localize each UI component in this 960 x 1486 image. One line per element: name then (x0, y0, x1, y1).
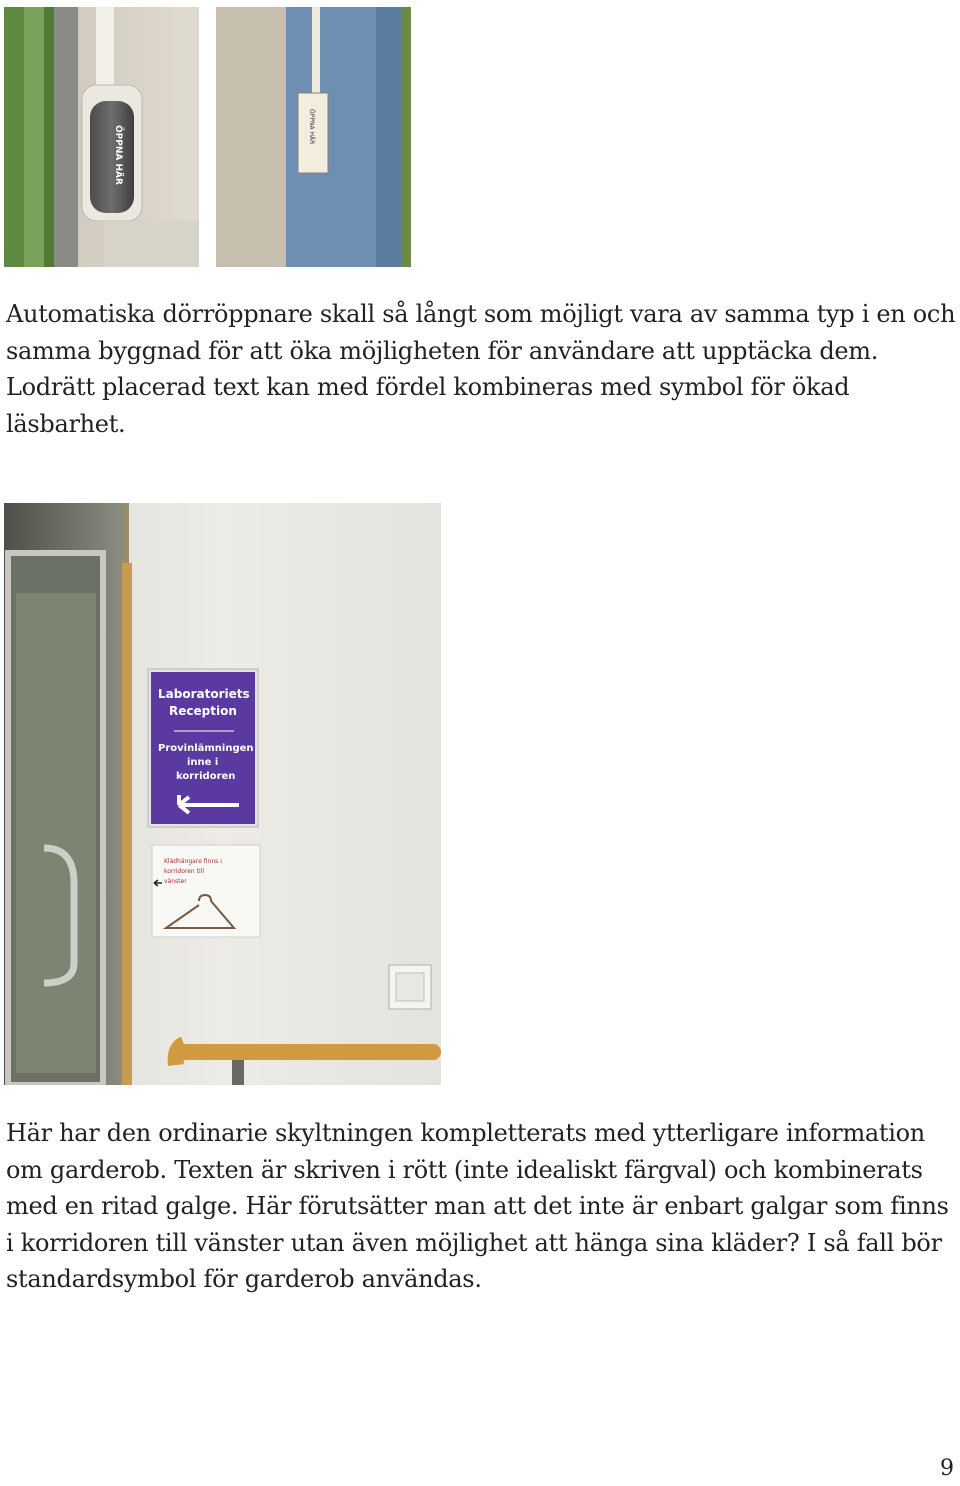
svg-text:Reception: Reception (169, 704, 237, 718)
svg-text:korridoren till: korridoren till (164, 868, 204, 875)
page-number: 9 (940, 1456, 954, 1481)
svg-text:inne i: inne i (187, 757, 219, 768)
svg-text:ÖPPNA HÄR: ÖPPNA HÄR (308, 109, 315, 145)
photo-door-opener-green (4, 7, 199, 267)
paragraph-wardrobe-sign: Här har den ordinarie skyltningen kompletterats med ytterligare information om garderob. Texten är skriven i rött (inte idealiskt färgval) och kombinerats med en ritad galge. Här förutsätter man att det inte är enbart galgar som finns i korridoren till vänster utan även möjlighet att hänga sina kläder? I så fall bör standardsymbol för garderob användas. (6, 1119, 949, 1293)
svg-text:ÖPPNA HÄR: ÖPPNA HÄR (113, 125, 123, 185)
svg-text:Provinlämningen: Provinlämningen (158, 743, 254, 754)
photo-door-opener-blue (216, 7, 411, 267)
svg-text:korridoren: korridoren (176, 771, 236, 782)
svg-text:Laboratoriets: Laboratoriets (158, 687, 250, 701)
door-opener-button-icon (4, 7, 199, 267)
photo-corridor-sign (4, 503, 441, 1085)
door-opener-plate-icon (216, 7, 411, 267)
corridor-sign-photo (4, 503, 441, 1085)
svg-text:Klädhängare finns i: Klädhängare finns i (164, 858, 222, 865)
svg-text:vänster: vänster (164, 878, 187, 885)
paragraph-door-openers: Automatiska dörröppnare skall så långt som möjligt vara av samma typ i en och samma byggnad för att öka möjligheten för användare att upptäcka dem. Lodrätt placerad text kan med fördel kombineras med symbol för ökad läsbarhet. (6, 300, 956, 438)
